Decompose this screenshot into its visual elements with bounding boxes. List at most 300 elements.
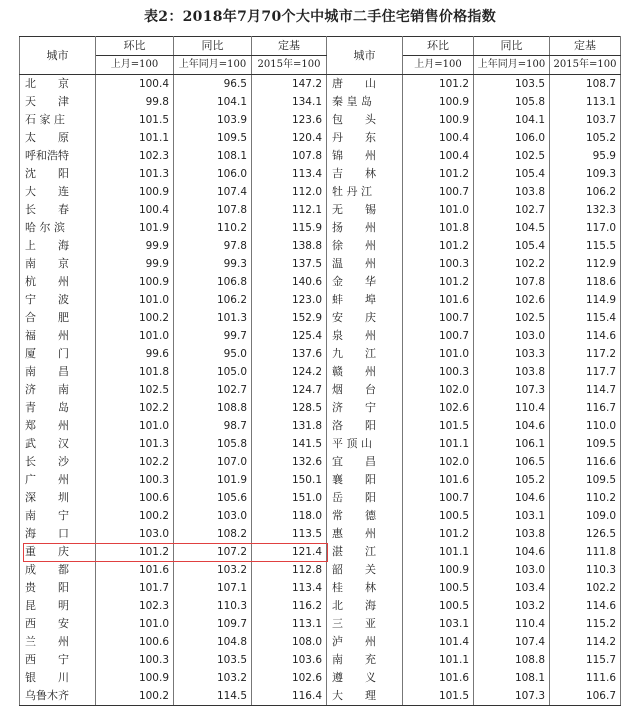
index-value-cell: 103.2 [174, 669, 252, 687]
index-value-cell: 114.9 [550, 291, 621, 309]
city-name-cell: 海 口 [20, 525, 96, 543]
table-row [20, 471, 621, 489]
city-name-cell: 呼和浩特 [20, 147, 96, 165]
index-value-cell: 101.6 [96, 561, 174, 579]
city-name-cell: 杭 州 [20, 273, 96, 291]
index-value-cell: 103.1 [474, 507, 550, 525]
city-name-cell: 常 德 [327, 507, 403, 525]
mom-sub-right: 上月=100 [403, 56, 474, 75]
city-name-cell: 金 华 [327, 273, 403, 291]
table-row [20, 669, 621, 687]
city-name-cell: 无 锡 [327, 201, 403, 219]
index-value-cell: 104.6 [474, 489, 550, 507]
base-sub-left: 2015年=100 [252, 56, 327, 75]
index-value-cell: 114.6 [550, 597, 621, 615]
index-value-cell: 101.2 [403, 525, 474, 543]
city-name-cell: 银 川 [20, 669, 96, 687]
index-value-cell: 128.5 [252, 399, 327, 417]
index-value-cell: 108.1 [174, 147, 252, 165]
city-name-cell: 郑 州 [20, 417, 96, 435]
price-index-table [19, 36, 621, 706]
index-value-cell: 115.2 [550, 615, 621, 633]
city-name-cell: 遵 义 [327, 669, 403, 687]
city-name-cell: 深 圳 [20, 489, 96, 507]
index-value-cell: 115.4 [550, 309, 621, 327]
index-value-cell: 108.2 [174, 525, 252, 543]
index-value-cell: 100.7 [403, 309, 474, 327]
index-value-cell: 110.4 [474, 399, 550, 417]
index-value-cell: 101.6 [403, 669, 474, 687]
index-value-cell: 104.6 [474, 417, 550, 435]
mom-sub-left: 上月=100 [96, 56, 174, 75]
index-value-cell: 107.1 [174, 579, 252, 597]
index-value-cell: 106.2 [174, 291, 252, 309]
city-name-cell: 成 都 [20, 561, 96, 579]
table-row [20, 345, 621, 363]
city-name-cell: 牡 丹 江 [327, 183, 403, 201]
index-value-cell: 118.6 [550, 273, 621, 291]
index-value-cell: 107.4 [474, 633, 550, 651]
index-value-cell: 110.3 [174, 597, 252, 615]
index-value-cell: 102.7 [174, 381, 252, 399]
city-name-cell: 南 昌 [20, 363, 96, 381]
table-row [20, 687, 621, 706]
index-value-cell: 141.5 [252, 435, 327, 453]
index-value-cell: 107.3 [474, 687, 550, 706]
city-name-cell: 宁 波 [20, 291, 96, 309]
table-row [20, 291, 621, 309]
index-value-cell: 102.2 [96, 453, 174, 471]
index-value-cell: 101.0 [96, 327, 174, 345]
table-row [20, 543, 621, 561]
table-row [20, 201, 621, 219]
city-name-cell: 蚌 埠 [327, 291, 403, 309]
index-value-cell: 124.7 [252, 381, 327, 399]
index-value-cell: 108.1 [474, 669, 550, 687]
index-value-cell: 152.9 [252, 309, 327, 327]
index-value-cell: 105.8 [174, 435, 252, 453]
city-name-cell: 哈 尔 滨 [20, 219, 96, 237]
city-name-cell: 昆 明 [20, 597, 96, 615]
city-name-cell: 天 津 [20, 93, 96, 111]
mom-header-left: 环比 [96, 37, 174, 56]
yoy-header-left: 同比 [174, 37, 252, 56]
index-value-cell: 106.0 [474, 129, 550, 147]
mom-header-right: 环比 [403, 37, 474, 56]
city-name-cell: 上 海 [20, 237, 96, 255]
city-name-cell: 九 江 [327, 345, 403, 363]
index-value-cell: 100.3 [403, 255, 474, 273]
city-name-cell: 三 亚 [327, 615, 403, 633]
index-value-cell: 109.3 [550, 165, 621, 183]
index-value-cell: 113.4 [252, 579, 327, 597]
index-value-cell: 109.5 [550, 435, 621, 453]
index-value-cell: 102.5 [96, 381, 174, 399]
index-value-cell: 101.9 [174, 471, 252, 489]
index-value-cell: 104.1 [174, 93, 252, 111]
index-value-cell: 103.2 [174, 561, 252, 579]
index-value-cell: 112.8 [252, 561, 327, 579]
index-value-cell: 113.5 [252, 525, 327, 543]
city-name-cell: 平 顶 山 [327, 435, 403, 453]
index-value-cell: 107.2 [174, 543, 252, 561]
index-value-cell: 100.3 [96, 651, 174, 669]
city-name-cell: 厦 门 [20, 345, 96, 363]
index-value-cell: 108.8 [174, 399, 252, 417]
index-value-cell: 100.3 [403, 363, 474, 381]
index-value-cell: 108.7 [550, 75, 621, 94]
index-value-cell: 103.3 [474, 345, 550, 363]
index-value-cell: 110.2 [550, 489, 621, 507]
city-header-left: 城市 [20, 37, 96, 75]
table-title: 表2：2018年7月70个大中城市二手住宅销售价格指数 [143, 9, 497, 25]
index-value-cell: 116.7 [550, 399, 621, 417]
index-value-cell: 101.0 [403, 345, 474, 363]
index-value-cell: 115.7 [550, 651, 621, 669]
index-value-cell: 101.1 [96, 129, 174, 147]
city-name-cell: 乌鲁木齐 [20, 687, 96, 706]
index-value-cell: 103.1 [403, 615, 474, 633]
index-value-cell: 114.6 [550, 327, 621, 345]
index-value-cell: 126.5 [550, 525, 621, 543]
table-row [20, 111, 621, 129]
index-value-cell: 101.2 [96, 543, 174, 561]
index-value-cell: 111.6 [550, 669, 621, 687]
index-value-cell: 103.8 [474, 525, 550, 543]
index-value-cell: 106.2 [550, 183, 621, 201]
city-header-right: 城市 [327, 37, 403, 75]
index-value-cell: 100.4 [403, 147, 474, 165]
city-name-cell: 南 京 [20, 255, 96, 273]
index-value-cell: 101.6 [403, 471, 474, 489]
index-value-cell: 106.1 [474, 435, 550, 453]
index-value-cell: 131.8 [252, 417, 327, 435]
index-value-cell: 103.8 [474, 183, 550, 201]
index-value-cell: 134.1 [252, 93, 327, 111]
index-value-cell: 112.0 [252, 183, 327, 201]
index-value-cell: 98.7 [174, 417, 252, 435]
table-row [20, 597, 621, 615]
index-value-cell: 100.9 [96, 183, 174, 201]
city-name-cell: 秦 皇 岛 [327, 93, 403, 111]
index-value-cell: 101.2 [403, 165, 474, 183]
table-row [20, 363, 621, 381]
index-value-cell: 147.2 [252, 75, 327, 94]
index-value-cell: 101.5 [403, 417, 474, 435]
table-row [20, 381, 621, 399]
city-name-cell: 兰 州 [20, 633, 96, 651]
index-value-cell: 104.6 [474, 543, 550, 561]
index-value-cell: 121.4 [252, 543, 327, 561]
index-value-cell: 101.0 [96, 417, 174, 435]
index-value-cell: 105.8 [474, 93, 550, 111]
city-name-cell: 襄 阳 [327, 471, 403, 489]
index-value-cell: 105.0 [174, 363, 252, 381]
index-value-cell: 102.3 [96, 597, 174, 615]
index-value-cell: 101.2 [403, 237, 474, 255]
index-value-cell: 112.9 [550, 255, 621, 273]
index-value-cell: 101.1 [403, 651, 474, 669]
index-value-cell: 113.4 [252, 165, 327, 183]
index-value-cell: 101.0 [96, 291, 174, 309]
index-value-cell: 100.7 [403, 183, 474, 201]
city-name-cell: 重 庆 [20, 543, 96, 561]
index-value-cell: 107.8 [252, 147, 327, 165]
index-value-cell: 100.4 [96, 201, 174, 219]
city-name-cell: 合 肥 [20, 309, 96, 327]
index-value-cell: 102.6 [252, 669, 327, 687]
index-value-cell: 101.0 [403, 201, 474, 219]
table-row [20, 183, 621, 201]
index-value-cell: 116.2 [252, 597, 327, 615]
city-name-cell: 武 汉 [20, 435, 96, 453]
index-value-cell: 101.2 [403, 75, 474, 94]
city-name-cell: 西 宁 [20, 651, 96, 669]
index-value-cell: 99.7 [174, 327, 252, 345]
city-name-cell: 泉 州 [327, 327, 403, 345]
city-name-cell: 大 理 [327, 687, 403, 706]
table-row [20, 651, 621, 669]
city-name-cell: 大 连 [20, 183, 96, 201]
city-name-cell: 湛 江 [327, 543, 403, 561]
index-value-cell: 99.6 [96, 345, 174, 363]
index-value-cell: 103.9 [174, 111, 252, 129]
index-value-cell: 111.8 [550, 543, 621, 561]
index-value-cell: 101.9 [96, 219, 174, 237]
table-row [20, 237, 621, 255]
city-name-cell: 温 州 [327, 255, 403, 273]
city-name-cell: 惠 州 [327, 525, 403, 543]
index-value-cell: 114.2 [550, 633, 621, 651]
index-value-cell: 103.4 [474, 579, 550, 597]
index-value-cell: 123.0 [252, 291, 327, 309]
index-value-cell: 100.9 [403, 561, 474, 579]
index-value-cell: 109.0 [550, 507, 621, 525]
subheader-row [20, 56, 621, 75]
index-value-cell: 101.1 [403, 435, 474, 453]
index-value-cell: 100.2 [96, 309, 174, 327]
city-name-cell: 贵 阳 [20, 579, 96, 597]
table-row [20, 561, 621, 579]
index-value-cell: 104.8 [174, 633, 252, 651]
index-value-cell: 99.8 [96, 93, 174, 111]
table-row [20, 309, 621, 327]
base-header-right: 定基 [550, 37, 621, 56]
index-value-cell: 108.8 [474, 651, 550, 669]
index-value-cell: 101.7 [96, 579, 174, 597]
index-value-cell: 150.1 [252, 471, 327, 489]
city-name-cell: 洛 阳 [327, 417, 403, 435]
index-value-cell: 104.5 [474, 219, 550, 237]
index-value-cell: 110.4 [474, 615, 550, 633]
index-value-cell: 102.0 [403, 453, 474, 471]
index-value-cell: 100.5 [403, 579, 474, 597]
city-name-cell: 广 州 [20, 471, 96, 489]
city-name-cell: 南 充 [327, 651, 403, 669]
city-name-cell: 泸 州 [327, 633, 403, 651]
index-value-cell: 116.4 [252, 687, 327, 706]
index-value-cell: 132.3 [550, 201, 621, 219]
index-value-cell: 106.0 [174, 165, 252, 183]
yoy-sub-right: 上年同月=100 [474, 56, 550, 75]
table-row [20, 165, 621, 183]
index-value-cell: 114.5 [174, 687, 252, 706]
index-value-cell: 101.5 [403, 687, 474, 706]
index-value-cell: 103.0 [474, 327, 550, 345]
index-value-cell: 120.4 [252, 129, 327, 147]
index-value-cell: 105.6 [174, 489, 252, 507]
index-value-cell: 117.7 [550, 363, 621, 381]
city-name-cell: 赣 州 [327, 363, 403, 381]
table-row [20, 525, 621, 543]
city-name-cell: 长 沙 [20, 453, 96, 471]
table-row [20, 489, 621, 507]
index-value-cell: 100.2 [96, 507, 174, 525]
index-value-cell: 132.6 [252, 453, 327, 471]
index-value-cell: 102.7 [474, 201, 550, 219]
index-value-cell: 103.0 [474, 561, 550, 579]
index-value-cell: 100.5 [403, 507, 474, 525]
index-value-cell: 101.1 [403, 543, 474, 561]
base-header-left: 定基 [252, 37, 327, 56]
yoy-sub-left: 上年同月=100 [174, 56, 252, 75]
index-value-cell: 116.6 [550, 453, 621, 471]
index-value-cell: 105.2 [550, 129, 621, 147]
index-value-cell: 138.8 [252, 237, 327, 255]
table-row [20, 75, 621, 94]
index-value-cell: 101.4 [403, 633, 474, 651]
city-name-cell: 北 海 [327, 597, 403, 615]
index-value-cell: 100.7 [403, 489, 474, 507]
index-value-cell: 103.0 [96, 525, 174, 543]
city-name-cell: 吉 林 [327, 165, 403, 183]
index-value-cell: 102.2 [96, 399, 174, 417]
city-name-cell: 福 州 [20, 327, 96, 345]
index-value-cell: 103.7 [550, 111, 621, 129]
table-row [20, 633, 621, 651]
table-row [20, 615, 621, 633]
city-name-cell: 包 头 [327, 111, 403, 129]
index-value-cell: 101.8 [403, 219, 474, 237]
index-value-cell: 107.8 [474, 273, 550, 291]
index-value-cell: 95.9 [550, 147, 621, 165]
index-value-cell: 103.5 [174, 651, 252, 669]
city-name-cell: 锦 州 [327, 147, 403, 165]
city-name-cell: 济 宁 [327, 399, 403, 417]
index-value-cell: 105.2 [474, 471, 550, 489]
city-name-cell: 西 安 [20, 615, 96, 633]
city-name-cell: 太 原 [20, 129, 96, 147]
index-value-cell: 151.0 [252, 489, 327, 507]
index-value-cell: 101.5 [96, 111, 174, 129]
index-value-cell: 114.7 [550, 381, 621, 399]
index-value-cell: 101.8 [96, 363, 174, 381]
index-value-cell: 115.5 [550, 237, 621, 255]
city-name-cell: 唐 山 [327, 75, 403, 94]
table-row [20, 219, 621, 237]
table-row [20, 255, 621, 273]
table-row [20, 93, 621, 111]
index-value-cell: 99.9 [96, 237, 174, 255]
index-value-cell: 100.9 [403, 111, 474, 129]
index-value-cell: 101.3 [96, 435, 174, 453]
city-name-cell: 徐 州 [327, 237, 403, 255]
city-name-cell: 扬 州 [327, 219, 403, 237]
index-value-cell: 102.3 [96, 147, 174, 165]
city-name-cell: 青 岛 [20, 399, 96, 417]
index-value-cell: 102.2 [474, 255, 550, 273]
index-value-cell: 102.6 [474, 291, 550, 309]
table-row [20, 273, 621, 291]
header-row [20, 37, 621, 56]
city-name-cell: 沈 阳 [20, 165, 96, 183]
index-value-cell: 102.0 [403, 381, 474, 399]
index-value-cell: 110.3 [550, 561, 621, 579]
index-value-cell: 103.8 [474, 363, 550, 381]
index-value-cell: 107.8 [174, 201, 252, 219]
index-value-cell: 115.9 [252, 219, 327, 237]
index-value-cell: 113.1 [550, 93, 621, 111]
index-value-cell: 102.5 [474, 309, 550, 327]
index-value-cell: 140.6 [252, 273, 327, 291]
index-value-cell: 109.5 [174, 129, 252, 147]
city-name-cell: 岳 阳 [327, 489, 403, 507]
index-value-cell: 137.5 [252, 255, 327, 273]
index-value-cell: 100.7 [403, 327, 474, 345]
index-value-cell: 101.0 [96, 615, 174, 633]
index-value-cell: 100.6 [96, 489, 174, 507]
index-value-cell: 124.2 [252, 363, 327, 381]
index-value-cell: 100.4 [96, 75, 174, 94]
index-value-cell: 110.2 [174, 219, 252, 237]
index-value-cell: 103.0 [174, 507, 252, 525]
index-value-cell: 100.5 [403, 597, 474, 615]
index-value-cell: 101.2 [403, 273, 474, 291]
table-row [20, 579, 621, 597]
index-value-cell: 107.0 [174, 453, 252, 471]
yoy-header-right: 同比 [474, 37, 550, 56]
table-row [20, 435, 621, 453]
index-value-cell: 104.1 [474, 111, 550, 129]
index-value-cell: 108.0 [252, 633, 327, 651]
index-value-cell: 112.1 [252, 201, 327, 219]
index-value-cell: 106.5 [474, 453, 550, 471]
city-name-cell: 南 宁 [20, 507, 96, 525]
index-value-cell: 100.3 [96, 471, 174, 489]
index-value-cell: 97.8 [174, 237, 252, 255]
index-value-cell: 125.4 [252, 327, 327, 345]
index-value-cell: 99.9 [96, 255, 174, 273]
table-row [20, 129, 621, 147]
index-value-cell: 99.3 [174, 255, 252, 273]
index-value-cell: 103.2 [474, 597, 550, 615]
index-value-cell: 107.4 [174, 183, 252, 201]
index-value-cell: 95.0 [174, 345, 252, 363]
index-value-cell: 100.9 [403, 93, 474, 111]
index-value-cell: 109.5 [550, 471, 621, 489]
index-value-cell: 137.6 [252, 345, 327, 363]
index-value-cell: 107.3 [474, 381, 550, 399]
index-value-cell: 113.1 [252, 615, 327, 633]
index-value-cell: 110.0 [550, 417, 621, 435]
city-name-cell: 韶 关 [327, 561, 403, 579]
index-value-cell: 105.4 [474, 165, 550, 183]
index-value-cell: 106.7 [550, 687, 621, 706]
city-name-cell: 北 京 [20, 75, 96, 94]
index-value-cell: 100.4 [403, 129, 474, 147]
index-value-cell: 117.2 [550, 345, 621, 363]
index-value-cell: 101.6 [403, 291, 474, 309]
